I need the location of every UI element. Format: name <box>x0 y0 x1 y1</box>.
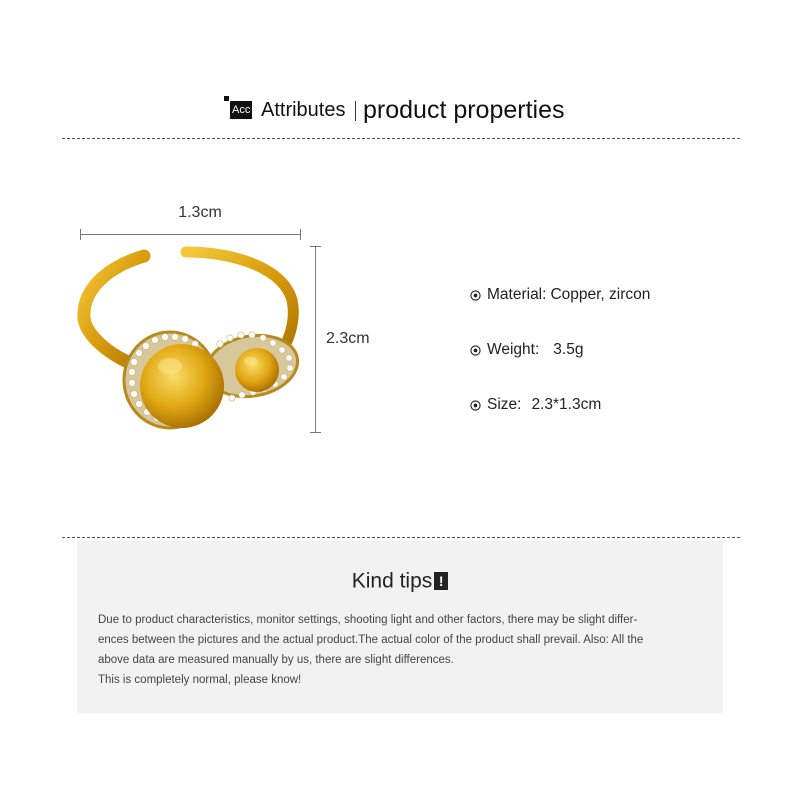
property-value: Copper, zircon <box>550 286 651 303</box>
header-badge: Acc <box>230 101 252 119</box>
tip-line: This is completely normal, please know! <box>98 674 302 686</box>
kind-tips-title-text: Kind tips <box>351 569 433 593</box>
target-bullet-icon <box>470 400 481 411</box>
product-ring-image <box>70 240 310 440</box>
width-dimension-line <box>80 234 301 235</box>
header-title-en: Attributes <box>261 99 346 121</box>
width-dimension-tick-left <box>80 229 81 240</box>
dashed-divider-top <box>62 138 740 139</box>
property-value: 3.5g <box>553 341 584 358</box>
kind-tips-panel <box>77 541 723 713</box>
height-dimension-tick-top <box>310 246 321 247</box>
property-value: 2.3*1.3cm <box>531 396 602 413</box>
kind-tips-title <box>77 569 723 593</box>
height-dimension-tick-bottom <box>310 432 321 433</box>
height-dimension-line <box>315 246 316 432</box>
target-bullet-icon <box>470 290 481 301</box>
exclamation-icon: ! <box>434 572 448 590</box>
width-dimension-tick-right <box>300 229 301 240</box>
tip-line: ences between the pictures and the actual product.The actual color of the product shall prevail. Also: All the <box>98 634 644 646</box>
dashed-divider-middle <box>62 537 740 538</box>
property-size <box>470 394 601 416</box>
property-material <box>470 284 650 306</box>
property-weight <box>470 339 583 361</box>
property-label: Weight: <box>487 341 540 358</box>
property-label: Material: <box>487 286 547 303</box>
tip-line: Due to product characteristics, monitor settings, shooting light and other factors, there may be slight differ- <box>98 614 638 626</box>
header-title: product properties <box>363 96 565 124</box>
target-bullet-icon <box>470 345 481 356</box>
header-dot <box>224 96 229 101</box>
height-dimension-label: 2.3cm <box>326 330 370 347</box>
header-divider <box>355 101 356 121</box>
property-label: Size: <box>487 396 522 413</box>
width-dimension-label: 1.3cm <box>178 204 222 221</box>
tip-line: above data are measured manually by us, there are slight differences. <box>98 654 454 666</box>
